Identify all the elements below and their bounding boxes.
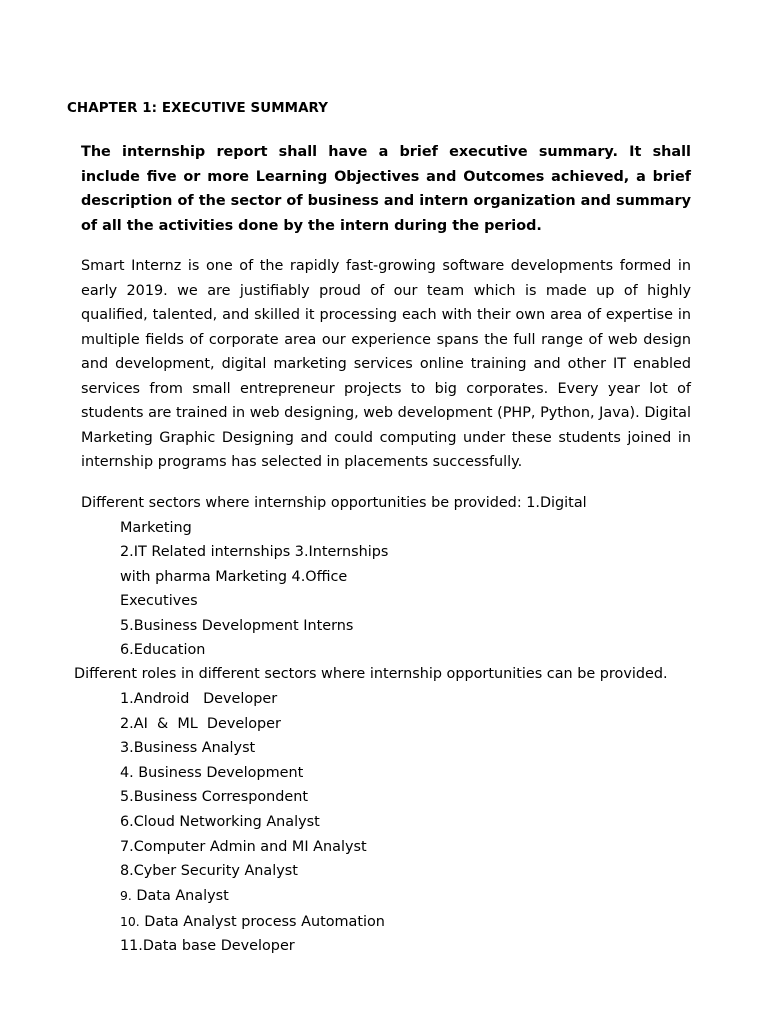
list-item-text: Data Analyst process Automation: [139, 913, 385, 930]
list-item: [120, 861, 385, 886]
list-item-number: 4.: [120, 764, 134, 781]
list-item-number: 5.: [120, 789, 134, 806]
list-item: [120, 936, 385, 961]
company-paragraph: [81, 254, 691, 475]
list-item: [120, 837, 385, 862]
list-item-text: Cloud Networking Analyst: [133, 813, 320, 830]
list-item-text: Data base Developer: [142, 938, 295, 955]
list-item-number: 9.: [120, 887, 132, 903]
list-item-text: Business Correspondent: [133, 789, 309, 806]
intro-paragraph: [81, 140, 691, 238]
list-item-number: 7.: [120, 838, 134, 855]
roles-heading: Different roles in different sectors where internship opportunities can be provided.: [74, 666, 668, 682]
list-item: [120, 886, 385, 912]
list-item: [120, 763, 385, 788]
list-item-number: 8.: [120, 863, 134, 880]
list-item-number: 11.: [120, 938, 143, 955]
sectors-line: 5.Business Development Interns: [120, 617, 354, 634]
list-item-text: Business Development: [133, 764, 304, 781]
list-item-text: Business Analyst: [133, 740, 256, 757]
intro-paragraph-text: The internship report shall have a brief executive summary. It shall include five or more Learning Objectives and Outcomes achieved, a brief description of the sector of business and intern organization and summary of all the activities done by the intern during the period.: [81, 144, 691, 234]
list-item-text: Data Analyst: [131, 887, 229, 904]
list-item: [120, 689, 385, 714]
list-item: [120, 812, 385, 837]
list-item-text: Computer Admin and MI Analyst: [133, 838, 367, 855]
list-item: [120, 714, 385, 739]
list-item-text: Android Developer: [133, 691, 278, 707]
sectors-line: 2.IT Related internships 3.Internships: [120, 544, 389, 560]
list-item-number: 2.: [120, 715, 134, 732]
sectors-line: 6.Education: [120, 642, 206, 658]
list-item-number: 1.: [120, 691, 134, 707]
sectors-lead: Different sectors where internship opportunities be provided: 1.Digital: [81, 495, 587, 511]
list-item-number: 6.: [120, 813, 134, 830]
company-paragraph-text: Smart Internz is one of the rapidly fast-growing software developments formed in early 2019. we are justifiably proud of our team which is made up of highly qualified, talented, and skilled it processing each with their own area of expertise in multiple fields of corporate area our experience spans the full range of web design and development, digital marketing services online training and other IT enabled services from small entrepreneur projects to big corporates. Every year lot of students are trained in web designing, web development (PHP, Python, Java). Digital Marketing Graphic Designing and could computing under these students joined in internship programs has selected in placements successfully.: [81, 258, 691, 470]
list-item-text: AI & ML Developer: [133, 715, 281, 732]
list-item: [120, 912, 385, 937]
sectors-line: Marketing: [120, 519, 192, 536]
list-item-number: 10.: [120, 913, 140, 929]
roles-list: [120, 689, 385, 961]
sectors-line: with pharma Marketing 4.Office: [120, 568, 348, 585]
sectors-line: Executives: [120, 593, 198, 609]
list-item-text: Cyber Security Analyst: [133, 863, 298, 880]
list-item: [120, 787, 385, 812]
chapter-title: CHAPTER 1: EXECUTIVE SUMMARY: [67, 101, 329, 116]
list-item-number: 3.: [120, 740, 134, 757]
list-item: [120, 738, 385, 763]
